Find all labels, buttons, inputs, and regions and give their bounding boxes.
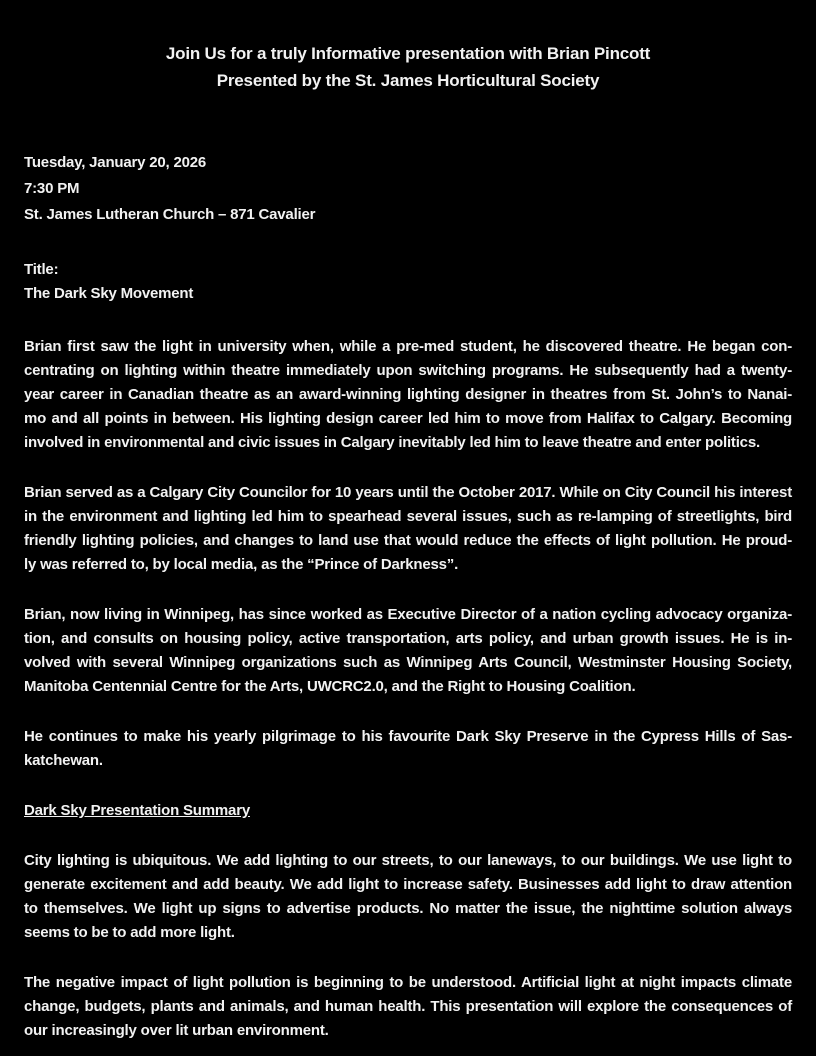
paragraph-line: Brian, now living in Winnipeg, has since worked as Executive Director of a nation cycling advocacy organiza- — [24, 606, 792, 623]
event-date: Tuesday, January 20, 2026 — [24, 154, 207, 171]
announcement-header-line1: Join Us for a truly Informative presentation with Brian Pincott — [165, 44, 651, 63]
paragraph — [24, 725, 792, 773]
paragraph-line: ly was referred to, by local media, as the “Prince of Darkness”. — [24, 556, 459, 573]
paragraph-line: our increasingly over lit urban environment. — [24, 1022, 329, 1039]
paragraph-line: Manitoba Centennial Centre for the Arts, UWCRC2.0, and the Right to Housing Coalition. — [24, 678, 636, 695]
paragraph-line: Brian first saw the light in university when, while a pre-med student, he discovered theatre. He began con- — [24, 338, 792, 355]
bio-paragraphs — [24, 335, 792, 773]
paragraph-line: involved in environmental and civic issues in Calgary inevitably led him to leave theatre and enter politics. — [24, 434, 760, 451]
paragraph — [24, 849, 792, 945]
paragraph-line: change, budgets, plants and animals, and human health. This presentation will explore the consequences of — [24, 998, 792, 1015]
paragraph-line: seems to be to add more light. — [24, 924, 235, 941]
announcement-header — [24, 40, 792, 94]
paragraph-line: in the environment and lighting led him to spearhead several issues, such as re-lamping of streetlights, bird — [24, 508, 792, 525]
event-details — [24, 150, 792, 228]
paragraph-line: volved with several Winnipeg organizations such as Winnipeg Arts Council, Westminster Housing Society, — [24, 654, 792, 671]
summary-paragraphs — [24, 849, 792, 1043]
paragraph — [24, 481, 792, 577]
paragraph-line: mo and all points in between. His lighting design career led him to move from Halifax to Calgary. Becoming — [24, 410, 792, 427]
paragraph-line: tion, and consults on housing policy, active transportation, arts policy, and urban growth issues. He is in- — [24, 630, 792, 647]
presentation-title: The Dark Sky Movement — [24, 285, 194, 302]
paragraph-line: He continues to make his yearly pilgrimage to his favourite Dark Sky Preserve in the Cypress Hills of Sas- — [24, 728, 792, 745]
paragraph — [24, 335, 792, 455]
paragraph-line: to themselves. We light up signs to advertise products. No matter the issue, the nighttime solution always — [24, 900, 792, 917]
event-time: 7:30 PM — [24, 180, 80, 197]
paragraph-line: Brian served as a Calgary City Councilor for 10 years until the October 2017. While on City Council his interest — [24, 484, 792, 501]
paragraph — [24, 603, 792, 699]
paragraph-line: year career in Canadian theatre as an award-winning lighting designer in theatres from St. John’s to Nanai- — [24, 386, 792, 403]
title-label: Title: — [24, 261, 59, 278]
presentation-title-block — [24, 258, 792, 306]
paragraph-line: katchewan. — [24, 752, 103, 769]
paragraph-line: The negative impact of light pollution is beginning to be understood. Artificial light at night impacts climate — [24, 974, 792, 991]
summary-heading: Dark Sky Presentation Summary — [24, 802, 250, 819]
event-location: St. James Lutheran Church – 871 Cavalier — [24, 206, 316, 223]
paragraph-line: centrating on lighting within theatre immediately upon switching programs. He subsequently had a twenty- — [24, 362, 792, 379]
announcement-header-line2: Presented by the St. James Horticultural Society — [216, 71, 600, 90]
paragraph-line: friendly lighting policies, and changes to land use that would reduce the effects of light pollution. He proud- — [24, 532, 792, 549]
paragraph — [24, 971, 792, 1043]
paragraph-line: generate excitement and add beauty. We add light to increase safety. Businesses add light to draw attention — [24, 876, 792, 893]
paragraph-line: City lighting is ubiquitous. We add lighting to our streets, to our laneways, to our buildings. We use light to — [24, 852, 792, 869]
